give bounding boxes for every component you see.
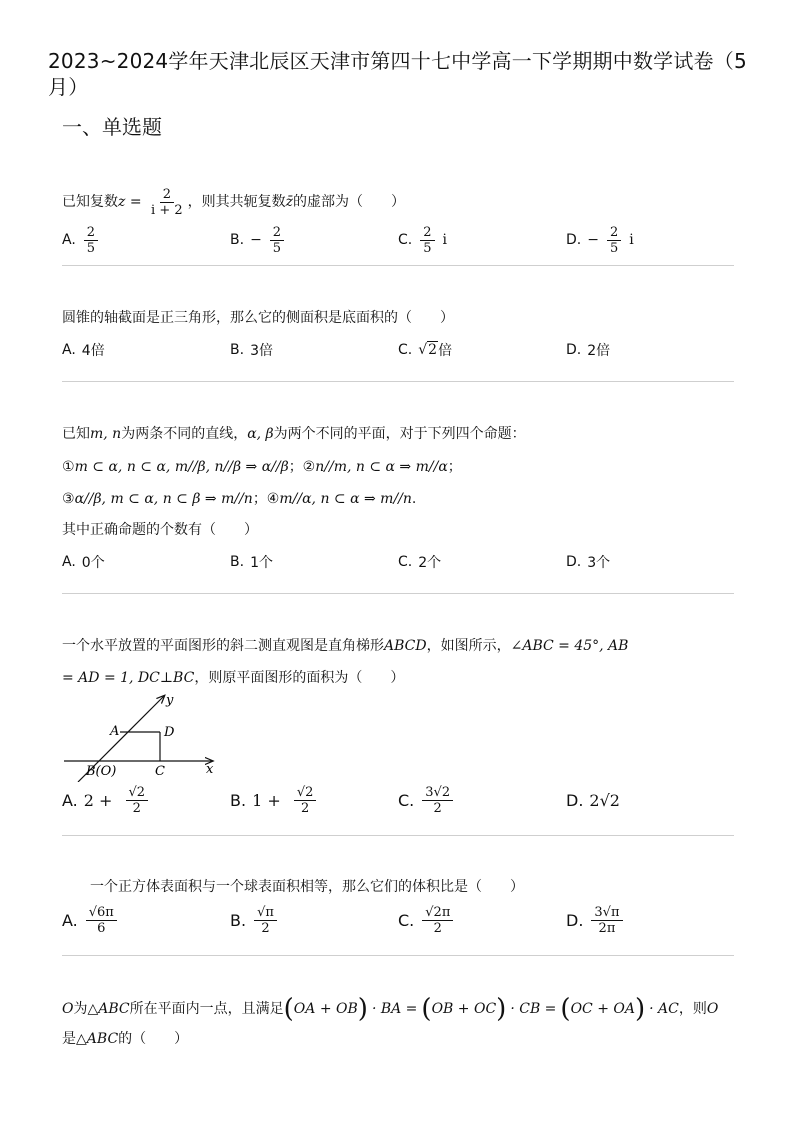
q1-zbar: z̄ — [285, 194, 294, 210]
q3-question: 其中正确命题的个数有（ ） — [62, 522, 258, 538]
frac-den: 2 — [261, 920, 270, 936]
q2-option-d[interactable] — [566, 332, 610, 368]
q1-z: z — [118, 194, 126, 210]
q1-option-a[interactable] — [62, 222, 100, 258]
q1-stem-pre: 已知复数 — [62, 194, 118, 210]
label-d: D — [164, 725, 175, 740]
option-label: C. — [398, 232, 413, 248]
right-paren: ) — [357, 994, 368, 1024]
option-text: 3倍 — [250, 343, 273, 359]
divider — [62, 955, 734, 956]
label-b-origin: B(O) — [86, 764, 117, 779]
option-label: A. — [62, 342, 76, 358]
question-3 — [62, 424, 742, 571]
option-fraction — [607, 225, 621, 256]
q3-text: ； — [447, 459, 462, 475]
q6-text: 是△ — [62, 1031, 87, 1047]
q1-frac-num: 2 — [160, 187, 174, 203]
q3-option-b[interactable] — [230, 544, 273, 580]
q4-option-d[interactable] — [566, 782, 620, 818]
left-paren: ( — [560, 994, 571, 1024]
q3-proposition-1: m ⊂ α, n ⊂ α, m//β, n//β ⇒ α//β — [74, 459, 289, 475]
q3-text: 为两条不同的直线， — [121, 426, 248, 442]
question-6 — [62, 994, 742, 1047]
q4-text: 一个水平放置的平面图形的斜二测直观图是直角梯形 — [62, 638, 384, 654]
q1-options — [62, 222, 762, 258]
q6-dot-1: · BA = — [371, 1001, 418, 1017]
option-label: A. — [62, 910, 78, 930]
option-text: 3个 — [587, 555, 611, 571]
frac-num: 2 — [420, 225, 434, 241]
frac-den: 5 — [609, 240, 619, 256]
frac-num: √π — [254, 905, 277, 921]
option-label: D. — [566, 232, 582, 248]
sqrt-expr: √2 — [418, 342, 438, 358]
option-fraction — [254, 905, 277, 936]
q6-vector-sum-3: OC + OA — [570, 1001, 635, 1017]
option-label: B. — [230, 342, 245, 358]
label-a: A — [110, 724, 120, 739]
q1-option-b[interactable] — [230, 222, 286, 258]
q3-options — [62, 544, 762, 580]
frac-den: 2 — [433, 800, 442, 816]
option-sign: − — [250, 232, 262, 248]
q6-triangle: ABC — [98, 1001, 130, 1017]
q4-math: = AD = 1, DC⊥BC — [62, 670, 195, 686]
label-c: C — [155, 764, 165, 779]
right-paren: ) — [635, 994, 646, 1024]
option-label: A. — [62, 790, 78, 810]
option-text: 倍 — [438, 343, 453, 359]
option-text: 0个 — [81, 555, 105, 571]
q3-proposition-3-marker: ③ — [62, 491, 75, 507]
frac-den: 2π — [598, 920, 616, 936]
question-5 — [90, 877, 770, 897]
option-text: 2个 — [418, 555, 442, 571]
q5-option-a[interactable] — [62, 900, 119, 940]
question-4 — [62, 636, 742, 686]
left-paren: ( — [283, 994, 294, 1024]
option-text: 2√2 — [589, 790, 620, 810]
q5-stem: 一个正方体表面积与一个球表面积相等，那么它们的体积比是（ ） — [90, 879, 524, 895]
option-fraction — [591, 905, 622, 936]
q1-option-c[interactable] — [398, 222, 447, 258]
divider — [62, 593, 734, 594]
option-fraction — [126, 785, 149, 816]
q3-proposition-3: α//β, m ⊂ α, n ⊂ β ⇒ m//n — [74, 491, 253, 507]
frac-num: 2 — [270, 225, 284, 241]
option-prefix: 1 + — [252, 790, 286, 810]
q6-text: ，则 — [678, 1001, 707, 1017]
frac-num: 3√2 — [422, 785, 453, 801]
q4-math: ∠ABC = 45°, AB — [510, 638, 629, 654]
divider — [62, 381, 734, 382]
question-2 — [62, 308, 742, 359]
frac-den: 2 — [132, 800, 141, 816]
section-heading: 一、单选题 — [62, 115, 162, 139]
q2-options — [62, 332, 762, 368]
q6-text: 所在平面内一点，且满足 — [129, 1001, 284, 1017]
q3-math: m, n — [90, 426, 122, 442]
option-suffix: i — [629, 232, 634, 248]
q3-math: α, β — [247, 426, 274, 442]
option-label: B. — [230, 554, 245, 570]
q4-text: ，如图所示， — [426, 638, 511, 654]
frac-num: √2 — [126, 785, 149, 801]
option-label: C. — [398, 554, 413, 570]
option-text: 4倍 — [81, 343, 105, 359]
option-sign: − — [587, 232, 599, 248]
frac-den: 6 — [97, 920, 106, 936]
label-x: x — [206, 762, 214, 777]
q5-option-d[interactable] — [566, 900, 625, 940]
question-1 — [62, 184, 742, 256]
q5-options — [62, 900, 762, 940]
q1-fraction — [148, 187, 186, 218]
q3-proposition-1-marker: ① — [62, 459, 75, 475]
q2-option-a[interactable] — [62, 332, 105, 368]
frac-den: 5 — [86, 240, 96, 256]
q6-vector-sum-2: OB + OC — [431, 1001, 497, 1017]
q6-triangle: ABC — [86, 1031, 119, 1047]
q1-eq: = — [125, 194, 147, 210]
oblique-projection-figure — [60, 690, 220, 782]
option-fraction — [422, 905, 453, 936]
q4-option-c[interactable] — [398, 782, 455, 818]
q6-dot-3: · AC — [649, 1001, 679, 1017]
q6-text: 的（ ） — [118, 1031, 189, 1047]
option-text: 1个 — [250, 555, 273, 571]
frac-num: 2 — [84, 225, 98, 241]
q1-stem-post: ，则其共轭复数 — [187, 194, 286, 210]
option-label: C. — [398, 342, 413, 358]
frac-den: 5 — [423, 240, 432, 256]
frac-num: 3√π — [591, 905, 622, 921]
option-label: D. — [566, 790, 584, 810]
q1-frac-den: i + 2 — [151, 202, 183, 218]
option-fraction — [422, 785, 453, 816]
q3-proposition-4-marker: ；④ — [252, 491, 280, 507]
q3-proposition-2-marker: ；② — [288, 459, 316, 475]
q3-option-c[interactable] — [398, 544, 441, 580]
option-label: D. — [566, 342, 582, 358]
q2-option-b[interactable] — [230, 332, 273, 368]
option-fraction — [420, 225, 434, 256]
frac-num: √2π — [422, 905, 453, 921]
option-label: C. — [398, 790, 415, 810]
q4-math: ABCD — [384, 638, 427, 654]
option-fraction — [86, 905, 117, 936]
q4-option-b[interactable] — [230, 782, 318, 818]
q4-option-a[interactable] — [62, 782, 150, 818]
q4-options — [62, 782, 762, 818]
q1-option-d[interactable] — [566, 222, 634, 258]
q6-text: 为△ — [73, 1001, 99, 1017]
q3-proposition-4: m//α, n ⊂ α ⇒ m//n — [279, 491, 412, 507]
option-label: A. — [62, 232, 76, 248]
q5-option-b[interactable] — [230, 900, 279, 940]
option-fraction — [270, 225, 284, 256]
left-paren: ( — [421, 994, 432, 1024]
radicand: 2 — [428, 342, 438, 358]
frac-den: 5 — [272, 240, 282, 256]
frac-num: √2 — [294, 785, 317, 801]
option-label: A. — [62, 554, 76, 570]
q2-stem: 圆锥的轴截面是正三角形，那么它的侧面积是底面积的（ ） — [62, 310, 454, 326]
divider — [62, 265, 734, 266]
frac-num: 2 — [607, 225, 621, 241]
option-label: D. — [566, 910, 584, 930]
q4-text: ，则原平面图形的面积为（ ） — [194, 670, 405, 686]
q1-stem-post2: 的虚部为（ ） — [293, 194, 406, 210]
q6-vector-sum-1: OA + OB — [293, 1001, 358, 1017]
label-y: y — [166, 693, 174, 708]
q3-text: 已知 — [62, 426, 90, 442]
frac-den: 2 — [300, 800, 310, 816]
frac-den: 2 — [433, 920, 442, 936]
q6-point-o: O — [62, 1001, 74, 1017]
q3-text: . — [411, 491, 417, 507]
option-fraction — [84, 225, 98, 256]
q3-proposition-2: n//m, n ⊂ α ⇒ m//α — [315, 459, 448, 475]
option-label: B. — [230, 790, 247, 810]
option-label: B. — [230, 910, 247, 930]
q6-point-o: O — [706, 1001, 719, 1017]
option-label: C. — [398, 910, 415, 930]
right-paren: ) — [496, 994, 507, 1024]
q3-option-d[interactable] — [566, 544, 610, 580]
option-suffix: i — [442, 232, 447, 248]
option-label: D. — [566, 554, 582, 570]
q3-text: 为两个不同的平面，对于下列四个命题： — [273, 426, 526, 442]
q5-option-c[interactable] — [398, 900, 455, 940]
option-prefix: 2 + — [83, 790, 118, 810]
q3-option-a[interactable] — [62, 544, 105, 580]
option-fraction — [294, 785, 317, 816]
divider — [62, 835, 734, 836]
option-label: B. — [230, 232, 245, 248]
q2-option-c[interactable] — [398, 332, 452, 368]
q6-dot-2: · CB = — [510, 1001, 557, 1017]
frac-num: √6π — [86, 905, 117, 921]
page-title: 2023~2024学年天津北辰区天津市第四十七中学高一下学期期中数学试卷（5月） — [48, 49, 747, 99]
option-text: 2倍 — [587, 343, 611, 359]
